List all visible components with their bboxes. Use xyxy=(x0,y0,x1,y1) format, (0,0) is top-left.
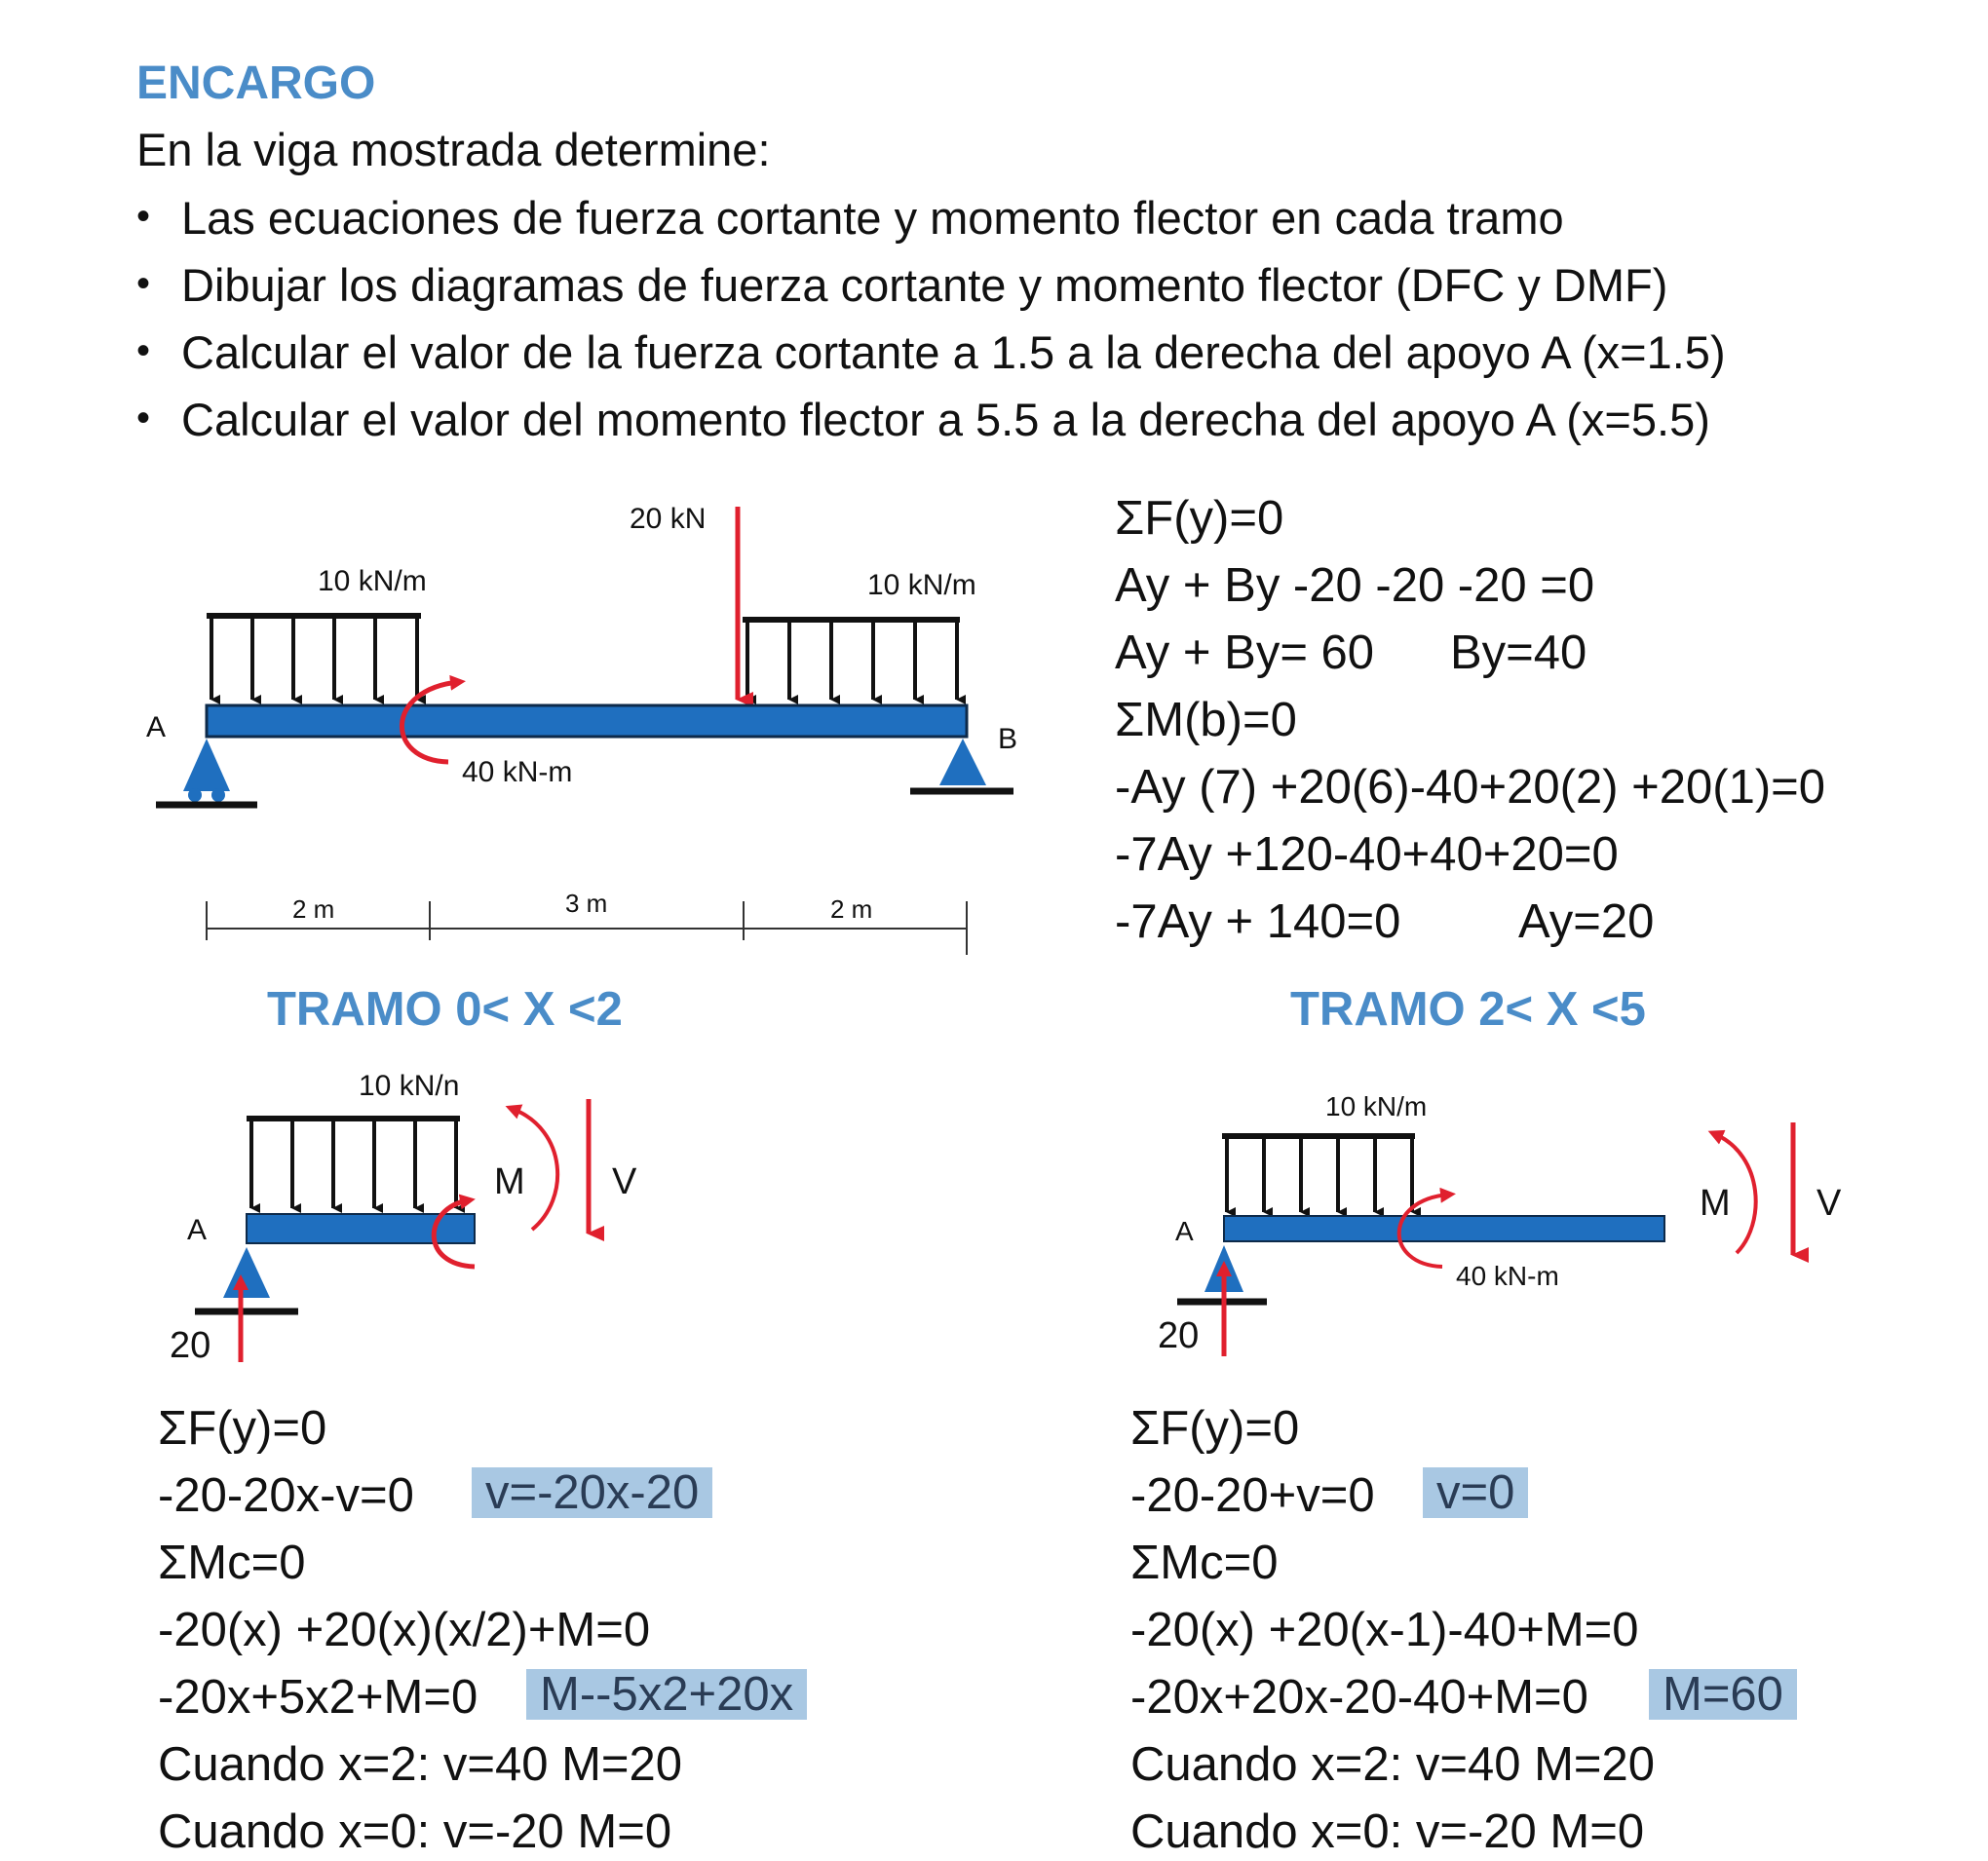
equation-line: ΣF(y)=0 xyxy=(1130,1402,1300,1455)
tramo2-moment-label: M xyxy=(1700,1183,1731,1224)
bullet-item: Calcular el valor del momento flector a 5.5 a la derecha del apoyo A (x=5.5) xyxy=(181,394,1710,445)
tramo2-support-label: A xyxy=(1175,1216,1194,1246)
beam-body xyxy=(207,705,967,737)
equation-line: -20-20x-v=0 xyxy=(158,1469,414,1522)
equation-line: ΣM(b)=0 xyxy=(1115,694,1297,746)
equation-line: ΣMc=0 xyxy=(158,1537,306,1589)
tramo1-m-result: M--5x2+20x xyxy=(526,1669,807,1720)
tramo1-heading: TRAMO 0< X <2 xyxy=(267,983,623,1036)
dimension-label: 2 m xyxy=(292,894,335,924)
equation-line: Cuando x=2: v=40 M=20 xyxy=(158,1738,683,1791)
tramo1-support-label: A xyxy=(187,1214,208,1246)
tramo1-diagram xyxy=(195,1099,589,1362)
tramo2-moment-load-label: 40 kN-m xyxy=(1456,1261,1559,1291)
equation-line: -20x+20x-20-40+M=0 xyxy=(1130,1671,1588,1724)
page-title: ENCARGO xyxy=(136,57,376,109)
support-a-pin xyxy=(156,739,257,805)
tramo2-v-result: v=0 xyxy=(1423,1467,1528,1518)
equation-line: -Ay (7) +20(6)-40+20(2) +20(1)=0 xyxy=(1115,761,1826,814)
bullet-dot: • xyxy=(136,329,151,372)
bullet-item: Calcular el valor de la fuerza cortante a 1.5 a la derecha del apoyo A (x=1.5) xyxy=(181,326,1726,378)
equation-line: ΣF(y)=0 xyxy=(1115,492,1284,545)
support-b-label: B xyxy=(998,723,1018,755)
equation-line: Ay + By= 60 xyxy=(1115,627,1375,679)
point-load-label: 20 kN xyxy=(630,503,707,535)
dimension-label: 2 m xyxy=(830,894,873,924)
equation-line: -20(x) +20(x-1)-40+M=0 xyxy=(1130,1604,1639,1656)
tramo1-reaction-label: 20 xyxy=(170,1325,211,1366)
equation-line: -7Ay + 140=0 xyxy=(1115,895,1401,948)
bullet-dot: • xyxy=(136,195,151,238)
tramo2-shear-label: V xyxy=(1816,1183,1842,1224)
tramo2-diagram xyxy=(1177,1122,1793,1356)
equation-line: -20-20+v=0 xyxy=(1130,1469,1375,1522)
tramo2-m-result: M=60 xyxy=(1649,1669,1797,1720)
dimension-label: 3 m xyxy=(565,889,608,918)
equation-line: ΣMc=0 xyxy=(1130,1537,1279,1589)
equation-line: Cuando x=2: v=40 M=20 xyxy=(1130,1738,1656,1791)
tramo2-heading: TRAMO 2< X <5 xyxy=(1290,983,1646,1036)
equation-line: ΣF(y)=0 xyxy=(158,1402,327,1455)
equation-line: -20x+5x2+M=0 xyxy=(158,1671,478,1724)
equation-line: Cuando x=0: v=-20 M=0 xyxy=(1130,1805,1645,1858)
bullet-item: Las ecuaciones de fuerza cortante y momento flector en cada tramo xyxy=(181,192,1564,244)
tramo2-load-label: 10 kN/m xyxy=(1325,1091,1428,1121)
ay-result: Ay=20 xyxy=(1518,895,1655,948)
tramo2-reaction-label: 20 xyxy=(1158,1315,1200,1356)
bullet-dot: • xyxy=(136,262,151,305)
tramo1-moment-label: M xyxy=(494,1161,525,1202)
tramo1-v-result: v=-20x-20 xyxy=(472,1467,712,1518)
equation-line: Cuando x=0: v=-20 M=0 xyxy=(158,1805,672,1858)
equation-line: Ay + By -20 -20 -20 =0 xyxy=(1115,559,1595,612)
intro-text: En la viga mostrada determine: xyxy=(136,124,771,175)
equation-line: -7Ay +120-40+40+20=0 xyxy=(1115,828,1619,881)
distributed-load-right xyxy=(743,620,960,700)
distributed-load-left-label: 10 kN/m xyxy=(318,565,427,597)
equation-line: -20(x) +20(x)(x/2)+M=0 xyxy=(158,1604,651,1656)
bullet-dot: • xyxy=(136,397,151,439)
distributed-load-right-label: 10 kN/m xyxy=(867,569,976,601)
distributed-load-left xyxy=(207,616,421,700)
by-result: By=40 xyxy=(1450,627,1587,679)
tramo1-shear-label: V xyxy=(612,1161,637,1202)
bullet-item: Dibujar los diagramas de fuerza cortante y momento flector (DFC y DMF) xyxy=(181,259,1668,311)
support-a-label: A xyxy=(146,711,167,743)
tramo1-load-label: 10 kN/n xyxy=(359,1070,460,1102)
applied-moment-label: 40 kN-m xyxy=(462,756,573,788)
